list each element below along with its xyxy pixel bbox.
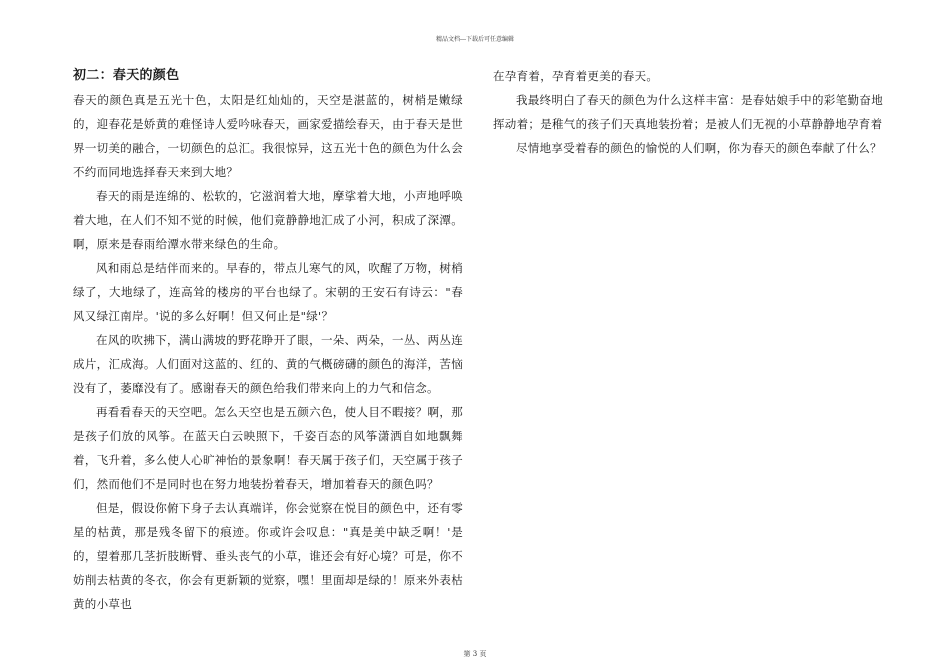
left-paragraphs <box>73 88 463 616</box>
paragraph: 在孕育着，孕育着更美的春天。 <box>493 69 659 83</box>
paragraph: 我最终明白了春天的颜色为什么这样丰富：是春姑娘手中的彩笔勤奋地挥动着；是稚气的孩子们天真地装扮着；是被人们无视的小草静静地孕育着 <box>493 93 883 131</box>
paragraph: 风和雨总是结伴而来的。早春的，带点儿寒气的风，吹醒了万物，树梢绿了，大地绿了，连高耸的楼房的平台也绿了。宋朝的王安石有诗云："春风又绿江南岸。'说的多么好啊！但又何止是"绿'？ <box>73 261 463 323</box>
page-header: 精品文档---下载后可任意编辑 <box>435 36 515 43</box>
right-paragraphs <box>493 64 883 160</box>
paragraph: 再看看春天的天空吧。怎么天空也是五颜六色，使人目不暇接？啊，那是孩子们放的风筝。在蓝天白云映照下，千姿百态的风筝潇洒自如地飘舞着，飞升着，多么使人心旷神怡的景象啊！春天属于孩子们，天空属于孩子们，然而他们不是同时也在努力地装扮着春天，增加着春天的颜色吗？ <box>73 405 463 491</box>
paragraph: 但是，假设你俯下身子去认真端详，你会觉察在悦目的颜色中，还有零星的枯黄，那是残冬留下的痕迹。你或许会叹息："真是美中缺乏啊！'是的，望着那几茎折肢断臂、垂头丧气的小草，谁还会有好心境？可是，你不妨削去枯黄的冬衣，你会有更新颖的觉察，嘿！里面却是绿的！原来外表枯黄的小草也 <box>73 501 463 611</box>
page-number: 第 3 页 <box>463 650 487 658</box>
paragraph: 在风的吹拂下，满山满坡的野花睁开了眼，一朵、两朵，一丛、两丛连成片，汇成海。人们面对这蓝的、红的、黄的气概磅礴的颜色的海洋，苦恼没有了，萎靡没有了。感谢春天的颜色给我们带来向上的力气和信念。 <box>73 333 463 395</box>
left-column <box>73 64 463 616</box>
paragraph: 春天的雨是连绵的、松软的，它滋润着大地，摩挲着大地，小声地呼唤着大地，在人们不知不觉的时候，他们竟静静地汇成了小河，积成了深潭。啊，原来是春雨给潭水带来绿色的生命。 <box>73 189 463 251</box>
paragraph: 尽情地享受着春的颜色的愉悦的人们啊，你为春天的颜色奉献了什么？ <box>516 141 882 155</box>
paragraph: 春天的颜色真是五光十色，太阳是红灿灿的，天空是湛蓝的，树梢是嫩绿的，迎春花是娇黄的难怪诗人爱吟咏春天，画家爱描绘春天，由于春天是世界一切美的融合，一切颜色的总汇。我很惊异，这五光十色的颜色为什么会不约而同地选择春天来到大地？ <box>73 93 463 179</box>
article-title: 初二：春天的颜色 <box>73 68 180 83</box>
right-column <box>493 64 883 160</box>
